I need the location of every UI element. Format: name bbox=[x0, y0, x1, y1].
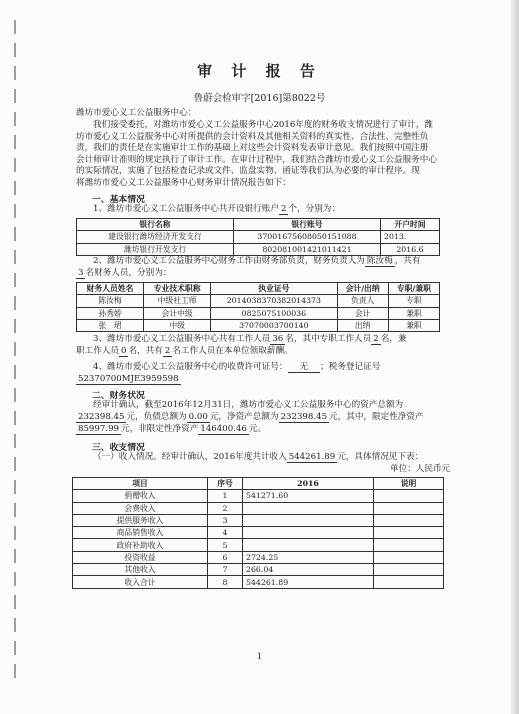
table-row bbox=[77, 307, 440, 319]
table-row bbox=[73, 527, 444, 539]
staff-title: 中级社工师 bbox=[144, 295, 211, 307]
income-rows bbox=[73, 490, 444, 588]
staff-role: 出纳 bbox=[337, 319, 388, 331]
section-basic-heading: 一、基本情况 bbox=[92, 195, 145, 205]
table-header-row bbox=[77, 219, 440, 231]
column-header: 执业证号 bbox=[211, 283, 337, 295]
staff-title: 中级 bbox=[144, 319, 211, 331]
staff-cert: 37070003700140 bbox=[211, 319, 337, 331]
finance-staff-text-cont: 3 名财务人员，分别为： bbox=[78, 268, 172, 278]
staff-role: 负责人 bbox=[337, 295, 388, 307]
binding-mark bbox=[14, 434, 16, 448]
financial-status-line2: 232398.45 元，负债总额为 0.00 元，净资产总额为 232398.45 元，其中，限定性净资产 bbox=[78, 412, 424, 422]
column-header: 项目 bbox=[73, 478, 208, 490]
income-item: 其他收入 bbox=[73, 564, 208, 576]
binding-mark bbox=[14, 250, 16, 264]
binding-mark bbox=[14, 572, 16, 586]
binding-mark bbox=[14, 296, 16, 310]
staff-type: 专职 bbox=[388, 295, 439, 307]
intro-line: 坊市爱心义工公益服务中心对所提供的会计资料及其他相关资料的真实性、合法性、完整性负 bbox=[76, 131, 429, 142]
column-header: 2016 bbox=[243, 478, 374, 490]
binding-mark bbox=[14, 526, 16, 540]
binding-mark bbox=[14, 135, 16, 149]
binding-mark bbox=[14, 204, 16, 218]
income-item: 收入合计 bbox=[73, 576, 208, 588]
income-item: 提供服务收入 bbox=[73, 514, 208, 526]
income-item: 投资收益 bbox=[73, 551, 208, 563]
finance-staff-count: 3 bbox=[78, 268, 84, 278]
binding-mark bbox=[14, 503, 16, 517]
income-amount bbox=[243, 514, 374, 526]
bank-accounts-text: 1、潍坊市爱心义工公益服务中心共开设银行账户 2 个，分别为： bbox=[93, 204, 340, 214]
table-row bbox=[73, 514, 444, 526]
income-amount bbox=[243, 502, 374, 514]
table-row bbox=[73, 576, 444, 588]
row-number: 8 bbox=[208, 576, 243, 588]
remark bbox=[374, 576, 444, 588]
page-edge bbox=[511, 0, 519, 714]
open-date: 2016.6 bbox=[381, 243, 440, 255]
income-amount bbox=[243, 539, 374, 551]
intro-line: 将潍坊市爱心义工公益服务中心财务审计情况报告如下： bbox=[76, 177, 291, 188]
income-amount: 2724.25 bbox=[243, 551, 374, 563]
row-number: 6 bbox=[208, 551, 243, 563]
binding-mark bbox=[14, 365, 16, 379]
row-number: 7 bbox=[208, 564, 243, 576]
binding-mark bbox=[14, 158, 16, 172]
binding-mark bbox=[14, 457, 16, 471]
staff-name: 孙秀娇 bbox=[77, 307, 144, 319]
column-header: 银行账号 bbox=[234, 219, 381, 231]
intro-line: 会计师审计准则的规定执行了审计工作。在审计过程中，我们结合潍坊市爱心义工公益服务中心 bbox=[76, 154, 437, 165]
row-number: 1 bbox=[208, 490, 243, 502]
remark bbox=[374, 490, 444, 502]
income-text: （一）收入情况。经审计确认，2016年度共计收入 544261.89 元，具体情况见下表： bbox=[93, 452, 424, 462]
staff-cert: 0825075100036 bbox=[211, 307, 337, 319]
income-amount: 266.04 bbox=[243, 564, 374, 576]
license-text: 4、潍坊市爱心义工公益服务中心的收费许可证号： 无 ；税务登记证号 bbox=[93, 362, 381, 372]
finance-head-name: 陈汝梅 bbox=[366, 256, 393, 266]
document-number: 鲁蔚会检审字[2016]第8022号 bbox=[193, 93, 326, 104]
page-number: 1 bbox=[256, 652, 263, 661]
finance-staff-table bbox=[76, 282, 440, 332]
income-table bbox=[72, 477, 444, 589]
column-header: 开户时间 bbox=[381, 219, 440, 231]
row-number: 5 bbox=[208, 539, 243, 551]
binding-mark bbox=[14, 112, 16, 126]
column-header: 说明 bbox=[374, 478, 444, 490]
section-income-heading: 三、收支情况 bbox=[92, 443, 145, 453]
bank-account-number: 802081001421011421 bbox=[234, 243, 381, 255]
binding-mark bbox=[14, 43, 16, 57]
table-row bbox=[77, 243, 440, 255]
account-count: 2 bbox=[280, 204, 287, 214]
section-financial-heading: 二、财务状况 bbox=[92, 391, 145, 401]
binding-mark bbox=[14, 319, 16, 333]
income-item: 政府补助收入 bbox=[73, 539, 208, 551]
binding-mark bbox=[14, 227, 16, 241]
finance-staff-text: 2、潍坊市爱心义工公益服务中心财务工作由财务部负责，财务负责人为 陈汝梅 ，共有 bbox=[93, 256, 421, 266]
income-item: 会费收入 bbox=[73, 502, 208, 514]
financial-status-line3: 85997.99 元，非限定性净资产 146400.46 元。 bbox=[78, 424, 267, 434]
column-header: 专职/兼职 bbox=[388, 283, 439, 295]
staff-name: 陈汝梅 bbox=[77, 295, 144, 307]
table-header-row bbox=[73, 478, 444, 490]
row-number: 3 bbox=[208, 514, 243, 526]
report-title: 审 计 报 告 bbox=[197, 62, 322, 80]
income-item: 捐赠收入 bbox=[73, 490, 208, 502]
staff-type: 兼职 bbox=[388, 307, 439, 319]
binding-mark bbox=[14, 20, 16, 34]
binding-mark bbox=[14, 388, 16, 402]
table-row bbox=[77, 319, 440, 331]
remark bbox=[374, 564, 444, 576]
remark bbox=[374, 539, 444, 551]
table-row bbox=[77, 231, 440, 243]
financial-status-text: 经审计确认，截至2016年12月31日，潍坊市爱心义工公益服务中心的资产总额为 bbox=[93, 400, 404, 410]
open-date: 2013. bbox=[381, 231, 440, 243]
binding-mark bbox=[14, 595, 16, 609]
binding-mark bbox=[14, 273, 16, 287]
bank-accounts-table bbox=[76, 218, 440, 256]
income-amount: 541271.60 bbox=[243, 490, 374, 502]
table-row bbox=[73, 502, 444, 514]
table-row bbox=[73, 490, 444, 502]
binding-mark bbox=[14, 411, 16, 425]
remark bbox=[374, 502, 444, 514]
income-amount bbox=[243, 527, 374, 539]
intro-line: 的实际情况，实施了包括检查记录或文件、监盘实物、函证等我们认为必要的审计程序。现 bbox=[76, 166, 420, 177]
remark bbox=[374, 514, 444, 526]
binding-mark bbox=[14, 181, 16, 195]
row-number: 2 bbox=[208, 502, 243, 514]
intro-line: 责，我们的责任是在实施审计工作的基础上对这些会计资料发表审计意见。我们按照中国注册 bbox=[76, 143, 429, 154]
table-header-row bbox=[77, 283, 440, 295]
table-row bbox=[73, 539, 444, 551]
binding-mark bbox=[14, 342, 16, 356]
binding-mark bbox=[14, 549, 16, 563]
currency-unit: 单位：人民币元 bbox=[390, 464, 451, 474]
bank-name: 潍坊银行开发支行 bbox=[77, 243, 234, 255]
fee-license: 无 bbox=[288, 362, 321, 373]
intro-line: 我们接受委托，对潍坊市爱心义工公益服务中心2016年度的财务收支情况进行了审计，潍 bbox=[93, 120, 433, 130]
table-row bbox=[73, 564, 444, 576]
remark bbox=[374, 527, 444, 539]
column-header: 会计/出纳 bbox=[337, 283, 388, 295]
bank-account-number: 37001675608050151088 bbox=[234, 231, 381, 243]
binding-marks bbox=[14, 20, 20, 700]
employee-count-text: 3、潍坊市爱心义工公益服务中心共有工作人员 36 名，其中专职工作人员 2 名，兼 bbox=[93, 334, 407, 344]
staff-name: 张 珺 bbox=[77, 319, 144, 331]
staff-role: 会计 bbox=[337, 307, 388, 319]
binding-mark bbox=[14, 664, 16, 678]
column-header: 财务人员姓名 bbox=[77, 283, 144, 295]
staff-cert: 20140383703820143​73 bbox=[211, 295, 337, 307]
column-header: 序号 bbox=[208, 478, 243, 490]
binding-mark bbox=[14, 618, 16, 632]
binding-mark bbox=[14, 480, 16, 494]
staff-title: 会计中级 bbox=[144, 307, 211, 319]
row-number: 4 bbox=[208, 527, 243, 539]
employee-count-text-cont: 职工作人员 0 名，共有 2 名工作人员在本单位领取薪酬。 bbox=[76, 346, 293, 356]
column-header: 专业技术职称 bbox=[144, 283, 211, 295]
staff-type: 兼职 bbox=[388, 319, 439, 331]
column-header: 银行名称 bbox=[77, 219, 234, 231]
table-row bbox=[73, 551, 444, 563]
intro-paragraph bbox=[76, 120, 437, 190]
income-amount: 544261.89 bbox=[243, 576, 374, 588]
tax-registration-number: 52370700MJE3959598 bbox=[78, 374, 179, 384]
remark bbox=[374, 551, 444, 563]
income-total: 544261.89 bbox=[288, 452, 336, 462]
bank-name: 建设银行潍坊经济开发支行 bbox=[77, 231, 234, 243]
income-item: 商品销售收入 bbox=[73, 527, 208, 539]
table-row bbox=[77, 295, 440, 307]
addressee: 潍坊市爱心义工公益服务中心： bbox=[76, 108, 197, 118]
